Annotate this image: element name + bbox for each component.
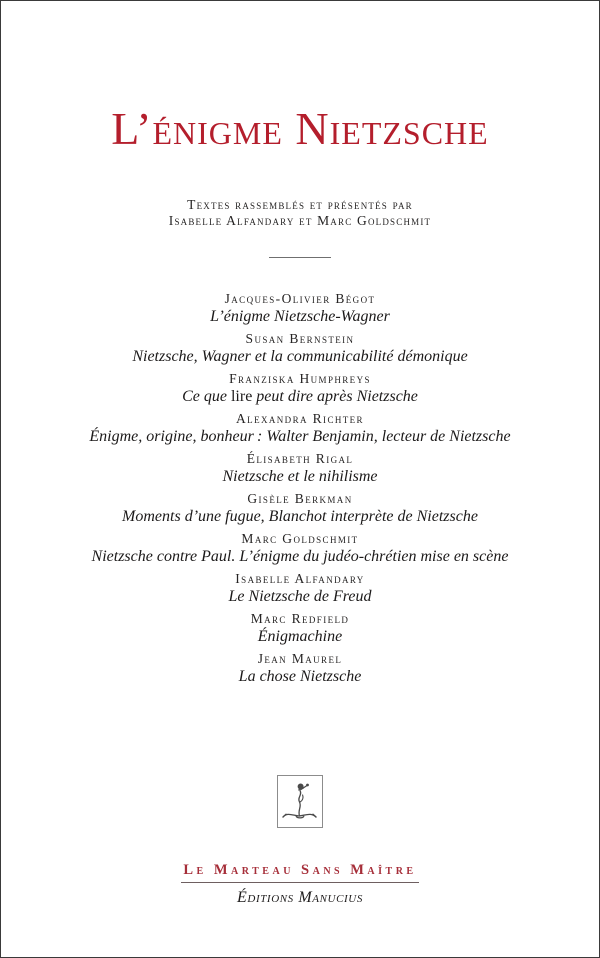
contribution-title: Nietzsche, Wagner et la communicabilité démonique — [132, 348, 468, 365]
contribution-title: La chose Nietzsche — [238, 668, 362, 685]
contribution-entry — [30, 330, 570, 367]
contribution-entry — [30, 530, 570, 567]
contribution-author: Marc Goldschmit — [241, 531, 359, 546]
contribution-author: Marc Redfield — [250, 611, 350, 626]
contribution-title: Ce que lire peut dire après Nietzsche — [182, 388, 418, 405]
contribution-author: Franziska Humphreys — [229, 371, 371, 386]
contribution-author: Jacques-Olivier Bégot — [224, 291, 376, 306]
contribution-entry — [30, 610, 570, 647]
flute-player-on-anchor-emblem — [277, 775, 323, 828]
contribution-entry — [30, 450, 570, 487]
contribution-author: Isabelle Alfandary — [235, 571, 365, 586]
byline-line-2: Isabelle Alfandary et Marc Goldschmit — [168, 213, 432, 228]
publisher-name: Éditions Manucius — [237, 889, 363, 906]
contribution-entry — [30, 570, 570, 607]
contribution-author: Jean Maurel — [257, 651, 343, 666]
contribution-author: Élisabeth Rigal — [246, 451, 354, 466]
contribution-author: Alexandra Richter — [236, 411, 364, 426]
contribution-entry — [30, 410, 570, 447]
book-title: L’énigme Nietzsche — [111, 103, 489, 154]
contribution-title: Moments d’une fugue, Blanchot interprète de Nietzsche — [122, 508, 478, 525]
contribution-entry — [30, 370, 570, 407]
byline — [1, 197, 599, 229]
byline-line-1: Textes rassemblés et présentés par — [187, 197, 413, 212]
contribution-title: Nietzsche et le nihilisme — [222, 468, 378, 485]
contribution-author: Susan Bernstein — [245, 331, 355, 346]
publisher-emblem-area — [1, 775, 599, 832]
contribution-entry — [30, 490, 570, 527]
contribution-title: Énigme, origine, bonheur : Walter Benjamin, lecteur de Nietzsche — [89, 428, 511, 445]
contributions-list — [30, 290, 570, 687]
contribution-title: Nietzsche contre Paul. L’énigme du judéo-chrétien mise en scène — [91, 548, 509, 565]
divider-rule — [269, 257, 331, 258]
contribution-title: L’énigme Nietzsche-Wagner — [210, 308, 390, 325]
contribution-title: Le Nietzsche de Freud — [228, 588, 372, 605]
contribution-entry — [30, 650, 570, 687]
collection-name: Le Marteau Sans Maître — [181, 862, 418, 883]
contribution-author: Gisèle Berkman — [247, 491, 353, 506]
contribution-title: Énigmachine — [257, 628, 343, 645]
contribution-entry — [30, 290, 570, 327]
